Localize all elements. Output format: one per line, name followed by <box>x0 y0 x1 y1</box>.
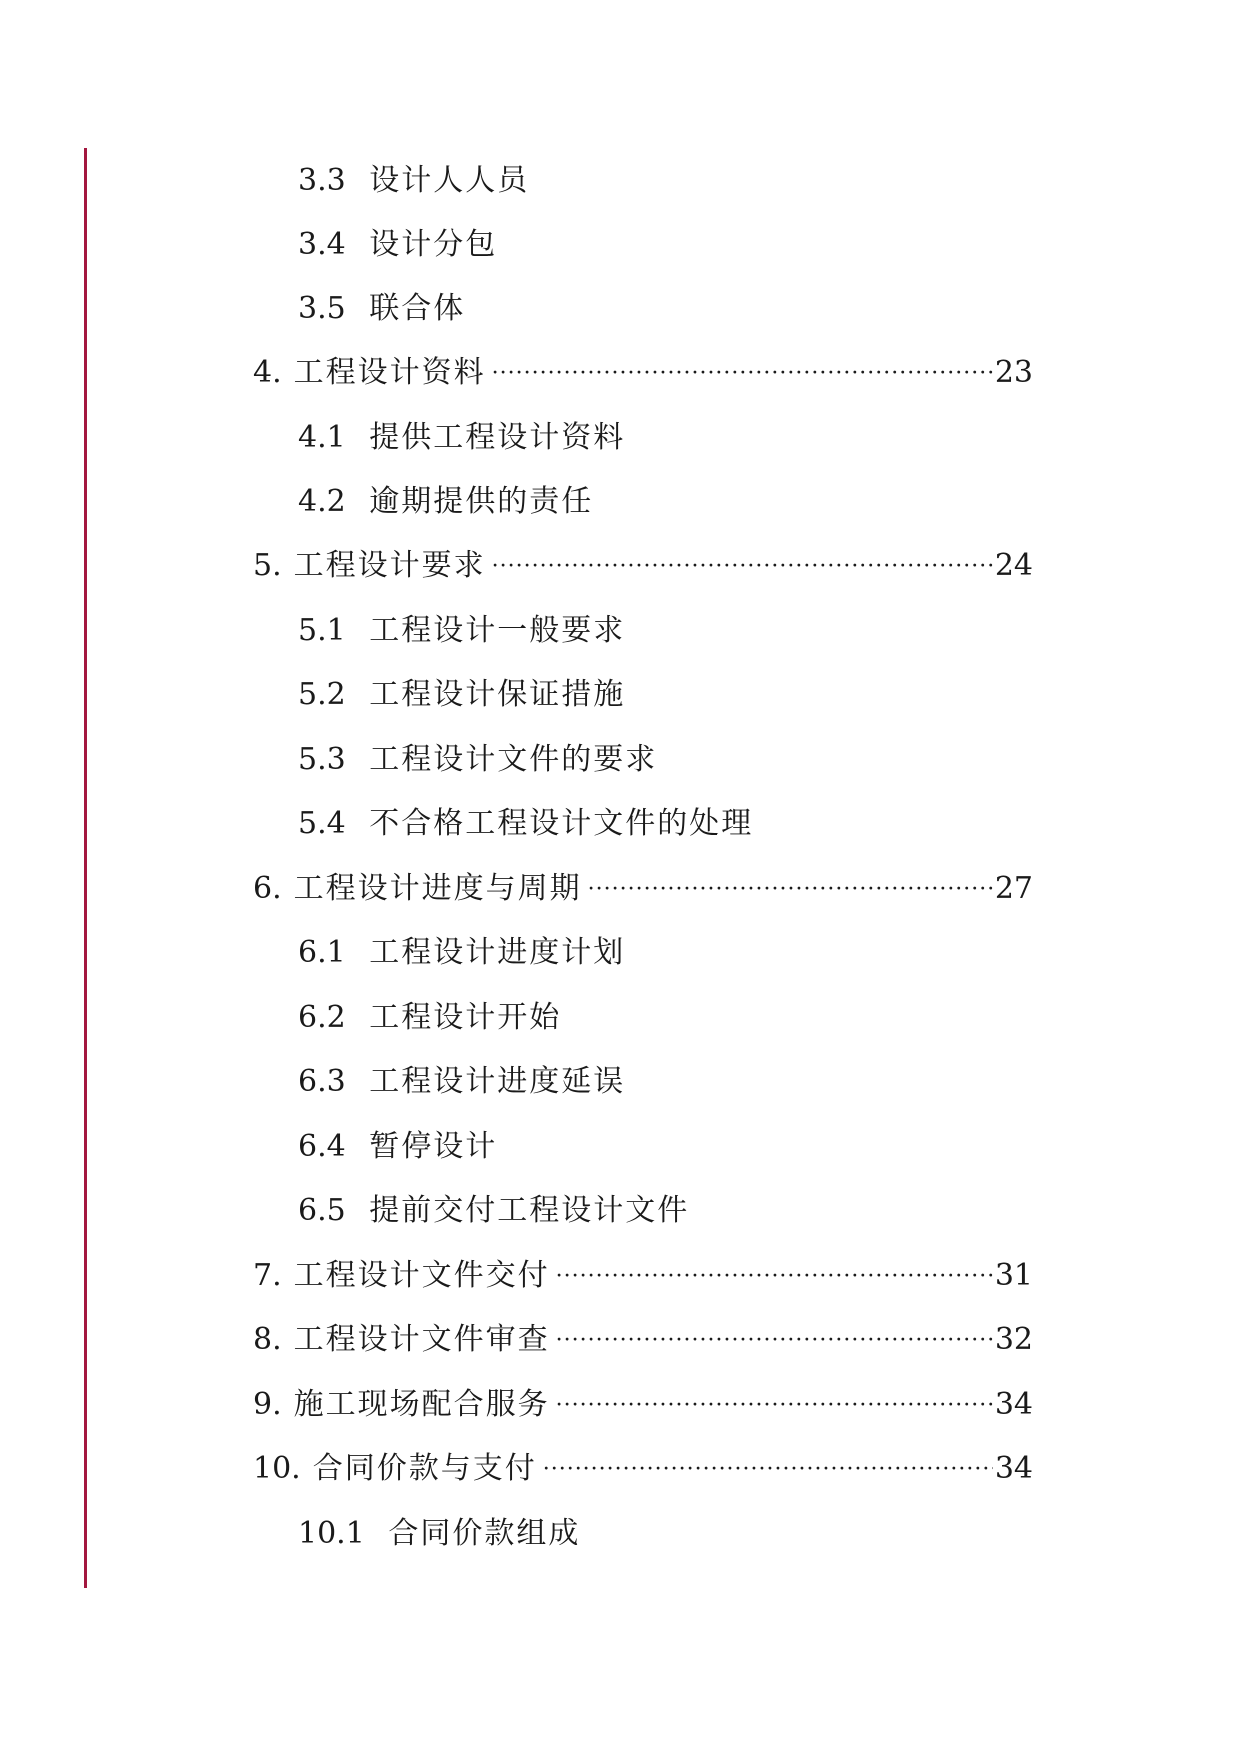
toc-entry-title: 联合体 <box>369 291 466 326</box>
toc-entry[interactable] <box>298 415 625 461</box>
toc-chapter[interactable] <box>253 866 1033 912</box>
toc-page-number: 32 <box>994 1322 1033 1357</box>
toc-entry-number: 6.4 <box>298 1129 346 1164</box>
toc-entry-number: 6.1 <box>298 935 346 970</box>
toc-entry-number: 3.4 <box>298 227 346 262</box>
toc-entry[interactable] <box>298 222 497 268</box>
toc-entry-number: 6.3 <box>298 1064 346 1099</box>
toc-entry-title: 工程设计开始 <box>369 1000 562 1035</box>
toc-chapter-number: 6. <box>253 871 282 906</box>
toc-page-number: 24 <box>994 548 1033 583</box>
dot-leader <box>556 1251 993 1300</box>
toc-chapter[interactable] <box>253 543 1033 589</box>
toc-chapter[interactable] <box>253 1317 1033 1363</box>
toc-chapter[interactable] <box>253 350 1033 396</box>
toc-entry-number: 6.5 <box>298 1193 346 1228</box>
toc-page-number: 27 <box>994 871 1033 906</box>
toc-entry-title: 工程设计进度延误 <box>369 1064 626 1099</box>
toc-entry[interactable] <box>298 995 561 1041</box>
dot-leader <box>556 1315 993 1364</box>
toc-entry-number: 3.5 <box>298 291 346 326</box>
toc-entry[interactable] <box>298 1059 625 1105</box>
toc-chapter-title: 工程设计资料 <box>293 355 486 390</box>
toc-entry[interactable] <box>298 930 625 976</box>
toc-chapter-title: 工程设计要求 <box>293 548 486 583</box>
toc-entry[interactable] <box>298 1188 689 1234</box>
toc-entry[interactable] <box>298 1124 497 1170</box>
toc-entry[interactable] <box>298 158 529 204</box>
toc-page-number: 34 <box>994 1387 1033 1422</box>
toc-chapter-title: 施工现场配合服务 <box>293 1387 550 1422</box>
toc-chapter[interactable] <box>253 1382 1033 1428</box>
toc-entry-title: 工程设计一般要求 <box>369 613 626 648</box>
toc-chapter-number: 4. <box>253 355 282 390</box>
toc-entry[interactable] <box>298 737 657 783</box>
dot-leader <box>556 1380 993 1429</box>
toc-entry-title: 工程设计进度计划 <box>369 935 626 970</box>
toc-entry[interactable] <box>298 479 593 525</box>
toc-chapter-title: 工程设计进度与周期 <box>293 871 582 906</box>
dot-leader <box>588 864 993 913</box>
dot-leader <box>492 348 993 397</box>
toc-entry-title: 提供工程设计资料 <box>369 420 626 455</box>
toc-entry-number: 3.3 <box>298 163 346 198</box>
toc-entry-number: 5.4 <box>298 806 346 841</box>
toc-chapter-title: 工程设计文件交付 <box>293 1258 550 1293</box>
toc-chapter-number: 7. <box>253 1258 282 1293</box>
toc-entry-number: 4.1 <box>298 420 346 455</box>
toc-entry-title: 工程设计保证措施 <box>369 677 626 712</box>
dot-leader <box>543 1444 993 1493</box>
toc-chapter-number: 10. <box>253 1451 301 1486</box>
toc-entry-title: 设计人人员 <box>369 163 530 198</box>
toc-chapter-title: 合同价款与支付 <box>312 1451 537 1486</box>
toc-chapter-number: 5. <box>253 548 282 583</box>
toc-entry-number: 5.2 <box>298 677 346 712</box>
toc-chapter[interactable] <box>253 1253 1033 1299</box>
toc-entry[interactable] <box>298 801 753 847</box>
toc-chapter[interactable] <box>253 1446 1033 1492</box>
toc-entry-title: 工程设计文件的要求 <box>369 742 658 777</box>
toc-entry-title: 不合格工程设计文件的处理 <box>369 806 754 841</box>
toc-page-number: 34 <box>994 1451 1033 1486</box>
toc-page-number: 23 <box>994 355 1033 390</box>
toc-entry-number: 5.1 <box>298 613 346 648</box>
toc-entry-title: 提前交付工程设计文件 <box>369 1193 690 1228</box>
toc-entry[interactable] <box>298 286 465 332</box>
toc-entry-number: 5.3 <box>298 742 346 777</box>
toc-entry-number: 6.2 <box>298 1000 346 1035</box>
toc-chapter-title: 工程设计文件审查 <box>293 1322 550 1357</box>
toc-page-number: 31 <box>994 1258 1033 1293</box>
toc-chapter-number: 8. <box>253 1322 282 1357</box>
toc-entry[interactable] <box>298 672 625 718</box>
toc-entry[interactable] <box>298 1511 580 1557</box>
toc-entry-title: 暂停设计 <box>369 1129 498 1164</box>
toc-chapter-number: 9. <box>253 1387 282 1422</box>
toc-entry[interactable] <box>298 608 625 654</box>
toc-entry-title: 合同价款组成 <box>388 1516 581 1551</box>
toc-entry-title: 逾期提供的责任 <box>369 484 594 519</box>
toc-entry-number: 4.2 <box>298 484 346 519</box>
toc-entry-title: 设计分包 <box>369 227 498 262</box>
toc-entry-number: 10.1 <box>298 1516 365 1551</box>
dot-leader <box>492 541 993 590</box>
